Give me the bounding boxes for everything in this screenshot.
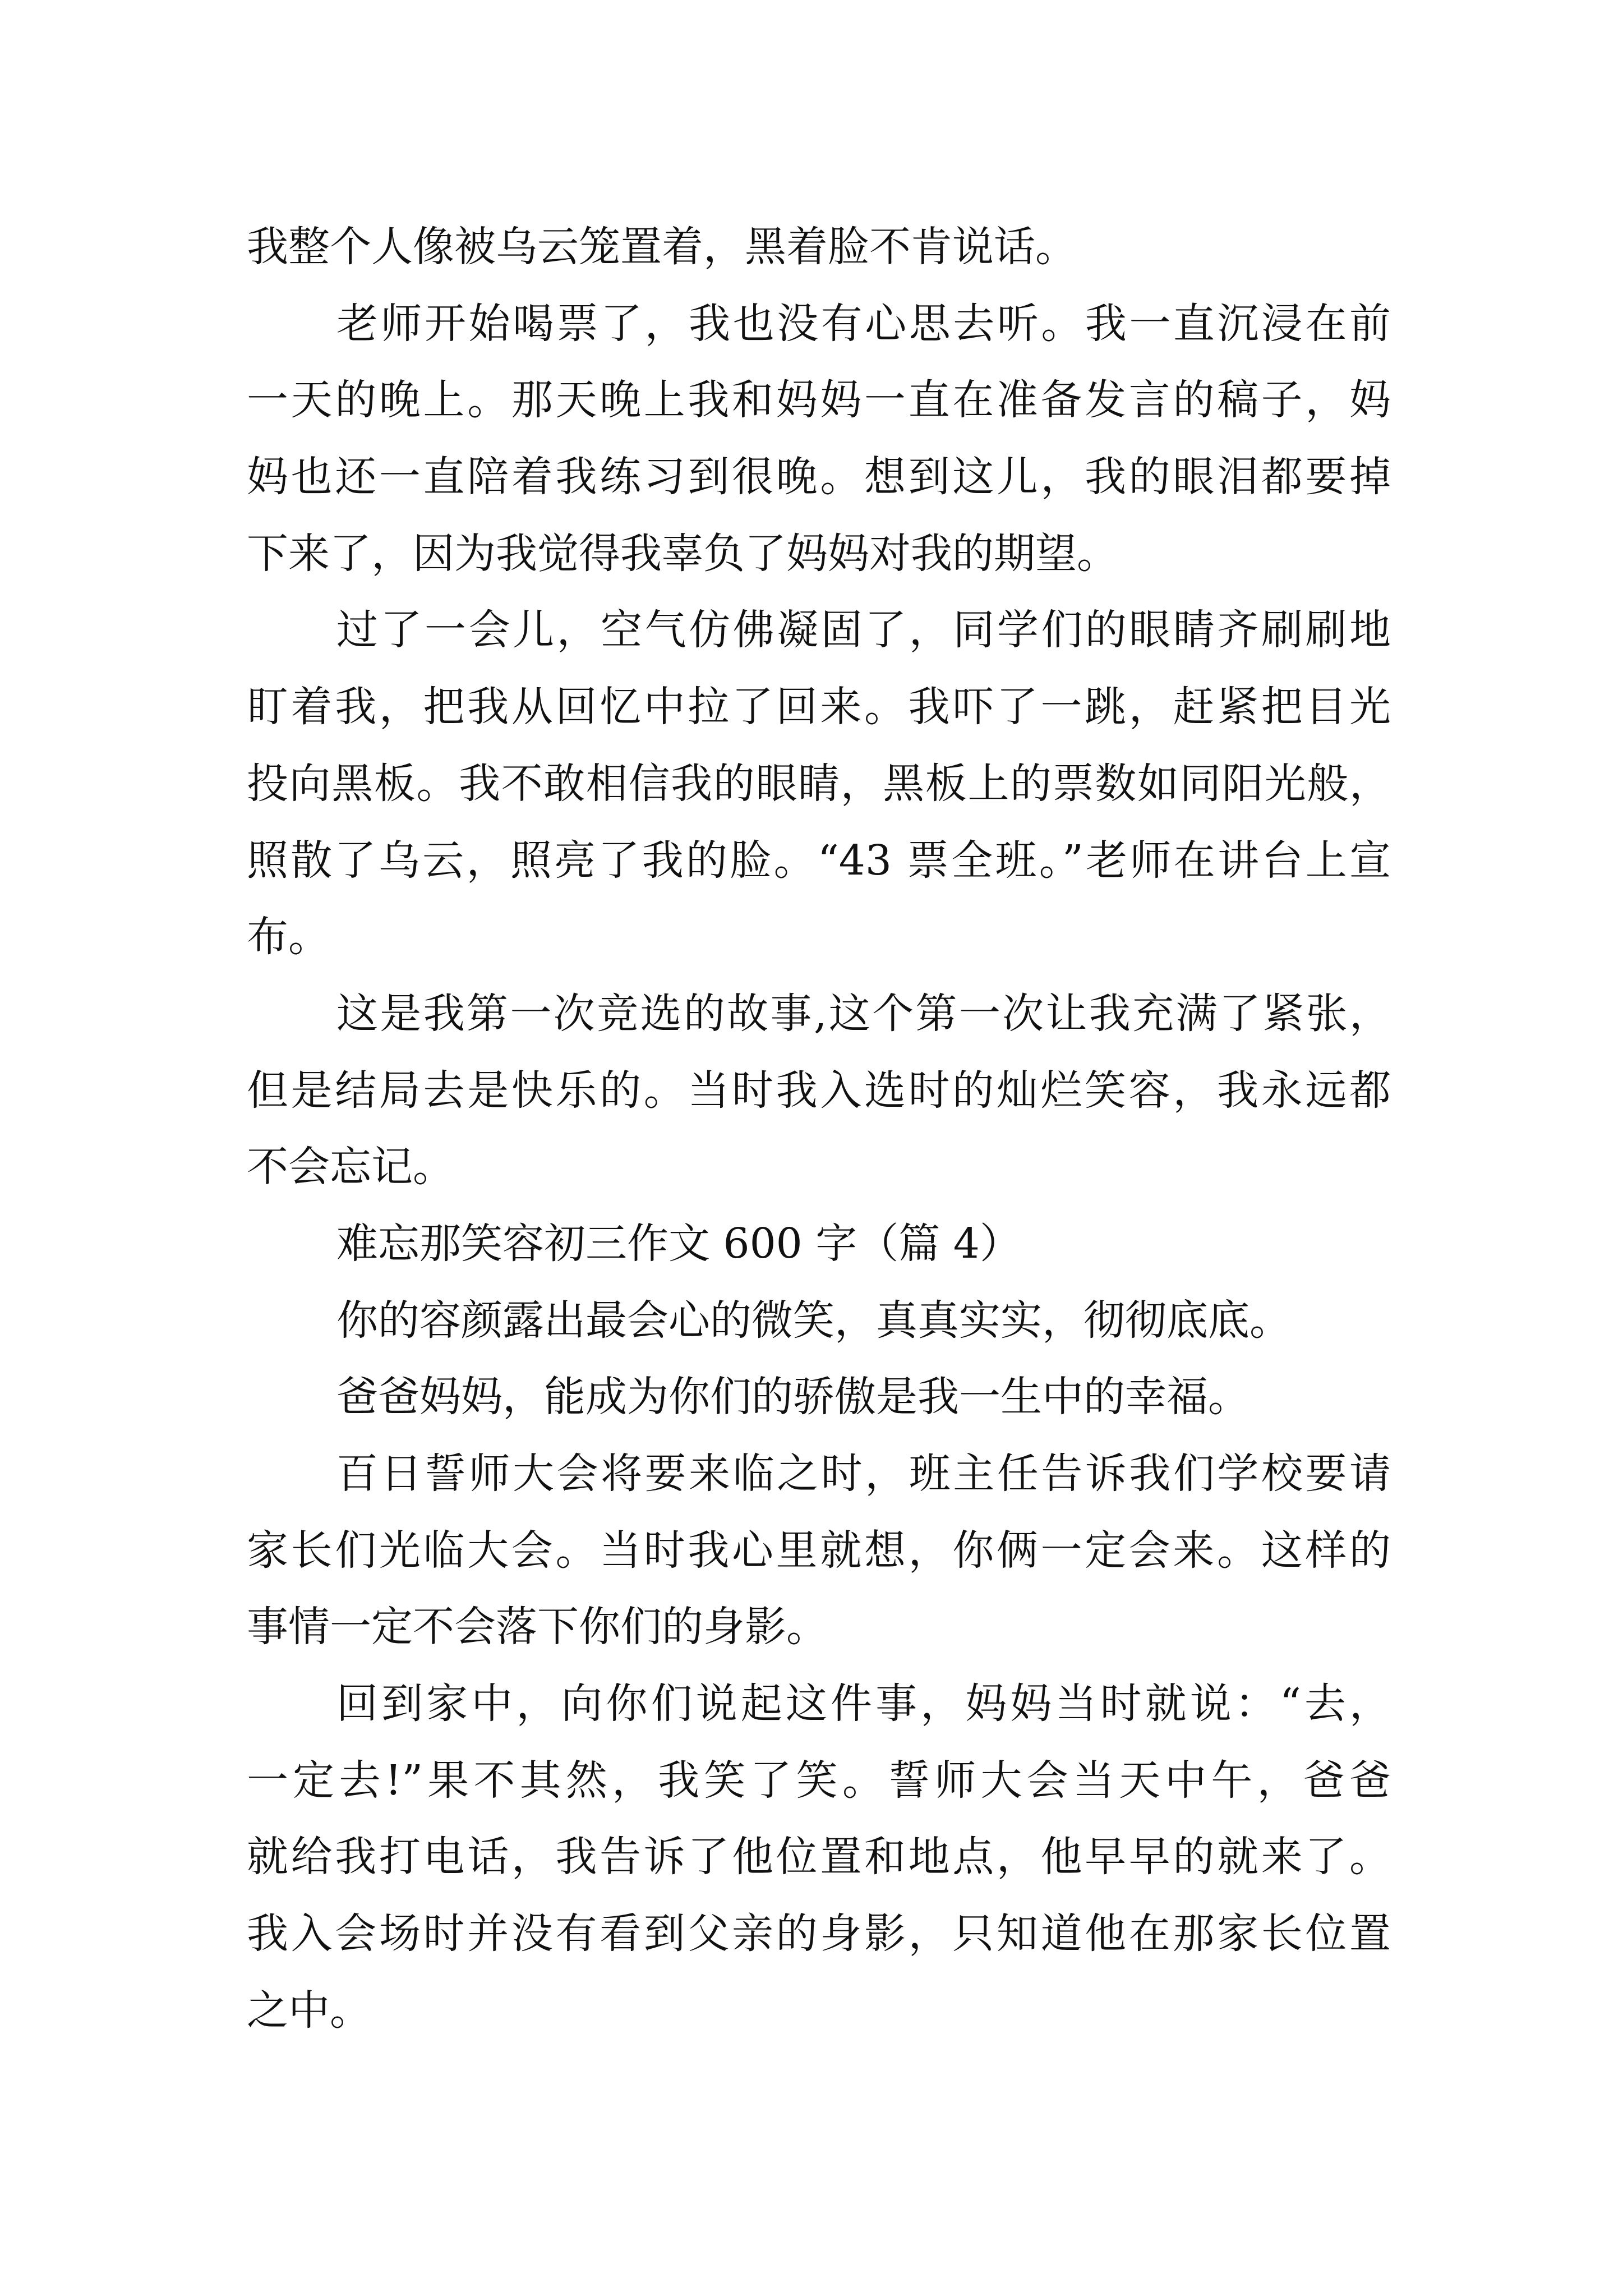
essay-body [247, 209, 1391, 2049]
text-line: 我入会场时并没有看到父亲的身影，只知道他在那家长位置 [247, 1910, 1391, 1958]
text-line: 照散了乌云，照亮了我的脸。“43 票全班。”老师在讲台上宣 [247, 836, 1391, 885]
text-line: 难忘那笑容初三作文 600 字（篇 4） [336, 1219, 1021, 1268]
text-line: 一定去!”果不其然，我笑了笑。誓师大会当天中午，爸爸 [247, 1756, 1391, 1805]
text-line: 不会忘记。 [247, 1143, 454, 1191]
text-line: 之中。 [247, 1986, 371, 2035]
text-line: 下来了，因为我觉得我辜负了妈妈对我的期望。 [247, 529, 1118, 578]
text-line: 你的容颜露出最会心的微笑，真真实实，彻彻底底。 [336, 1296, 1291, 1345]
text-line: 事情一定不会落下你们的身影。 [247, 1603, 828, 1651]
text-line: 百日誓师大会将要来临之时，班主任告诉我们学校要请 [336, 1450, 1391, 1498]
text-line: 过了一会儿，空气仿佛凝固了，同学们的眼睛齐刷刷地 [336, 606, 1391, 655]
text-line: 老师开始喝票了，我也没有心思去听。我一直沉浸在前 [336, 299, 1391, 348]
text-line: 我整个人像被乌云笼置着，黑着脸不肯说话。 [247, 223, 1077, 271]
text-line: 一天的晚上。那天晚上我和妈妈一直在准备发言的稿子，妈 [247, 376, 1391, 425]
text-line: 就给我打电话，我告诉了他位置和地点，他早早的就来了。 [247, 1833, 1391, 1881]
text-line: 投向黑板。我不敢相信我的眼睛，黑板上的票数如同阳光般， [247, 759, 1391, 808]
text-line: 妈也还一直陪着我练习到很晚。想到这儿，我的眼泪都要掉 [247, 453, 1391, 501]
text-line: 家长们光临大会。当时我心里就想，你俩一定会来。这样的 [247, 1526, 1391, 1575]
text-line: 盯着我，把我从回忆中拉了回来。我吓了一跳，赶紧把目光 [247, 683, 1391, 731]
text-line: 爸爸妈妈，能成为你们的骄傲是我一生中的幸福。 [336, 1373, 1249, 1421]
text-line: 但是结局去是快乐的。当时我入选时的灿烂笑容，我永远都 [247, 1066, 1391, 1115]
text-line: 这是我第一次竞选的故事,这个第一次让我充满了紧张， [336, 989, 1391, 1038]
text-line: 回到家中，向你们说起这件事，妈妈当时就说：“去， [336, 1680, 1391, 1728]
text-line: 布。 [247, 913, 330, 961]
